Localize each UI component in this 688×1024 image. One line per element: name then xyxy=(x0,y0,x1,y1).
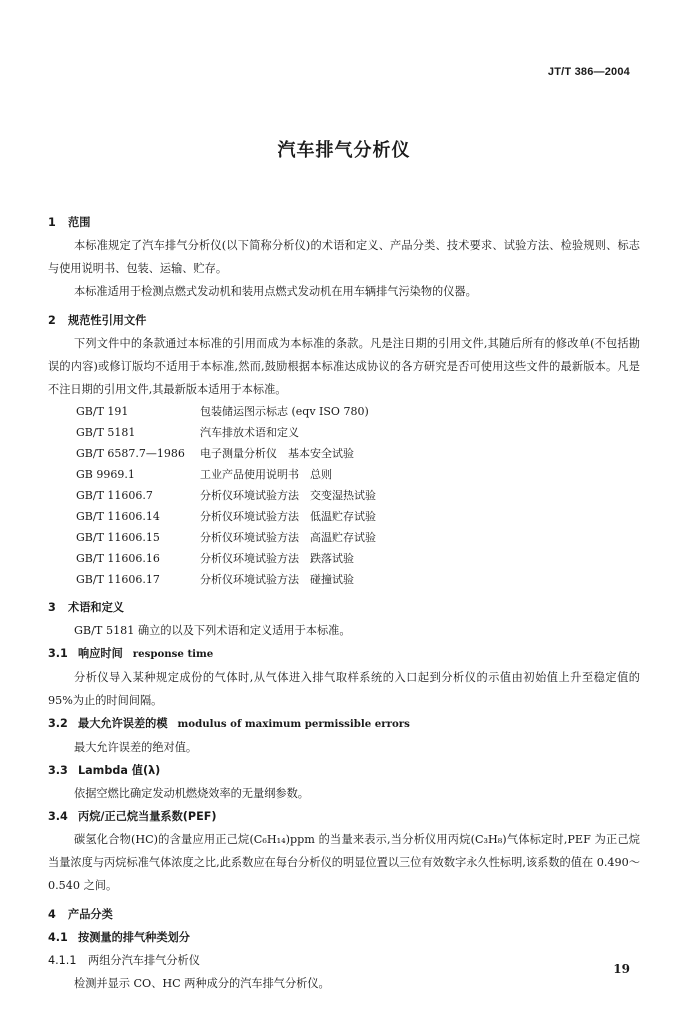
reference-code: GB/T 6587.7—1986 xyxy=(76,447,185,460)
section-3-2-heading: 3.2 最大允许误差的模 modulus of maximum permissible errors xyxy=(48,717,410,730)
reference-title: 分析仪环境试验方法 交变湿热试验 xyxy=(200,489,376,502)
section-3-1-heading: 3.1 响应时间 response time xyxy=(48,647,214,660)
section-3-3-heading: 3.3 Lambda 值(λ) xyxy=(48,764,161,777)
section-4-1-1-text: 检测并显示 CO、HC 两种成分的汽车排气分析仪。 xyxy=(74,977,330,990)
section-1-para-1: 本标准规定了汽车排气分析仪(以下简称分析仪)的术语和定义、产品分类、技术要求、试验方法、检验规则、标志与使用说明书、包装、运输、贮存。 xyxy=(48,239,640,275)
normative-references-table xyxy=(76,401,376,590)
page-number: 19 xyxy=(613,962,630,976)
reference-title: 包装储运图示标志 (eqv ISO 780) xyxy=(200,405,369,418)
section-4-1-heading: 4.1 按测量的排气种类划分 xyxy=(48,931,190,944)
reference-title: 电子测量分析仪 基本安全试验 xyxy=(200,447,354,460)
reference-row xyxy=(76,464,376,485)
section-1-para-2: 本标准适用于检测点燃式发动机和装用点燃式发动机在用车辆排气污染物的仪器。 xyxy=(74,285,477,298)
reference-row xyxy=(76,548,376,569)
document-body xyxy=(48,205,640,995)
section-3-3-text: 依据空燃比确定发动机燃烧效率的无量纲参数。 xyxy=(74,787,309,800)
reference-title: 汽车排放术语和定义 xyxy=(200,426,299,439)
reference-row xyxy=(76,506,376,527)
reference-row xyxy=(76,485,376,506)
reference-title: 分析仪环境试验方法 碰撞试验 xyxy=(200,573,354,586)
reference-row xyxy=(76,569,376,590)
section-3-1-text: 分析仪导入某种规定成份的气体时,从气体进入排气取样系统的入口起到分析仪的示值由初始值上升至稳定值的 95%为止的时间间隔。 xyxy=(48,671,640,707)
reference-code: GB/T 11606.14 xyxy=(76,510,160,523)
section-4-heading: 4 产品分类 xyxy=(48,908,113,921)
section-2-para-1: 下列文件中的条款通过本标准的引用而成为本标准的条款。凡是注日期的引用文件,其随后所有的修改单(不包括勘误的内容)或修订版均不适用于本标准,然而,鼓励根据本标准达成协议的各方研究是否可使用这些文件的最新版本。凡是不注日期的引用文件,其最新版本适用于本标准。 xyxy=(48,337,640,396)
reference-row xyxy=(76,443,376,464)
reference-title: 工业产品使用说明书 总则 xyxy=(200,468,332,481)
section-2-heading: 2 规范性引用文件 xyxy=(48,314,147,327)
reference-title: 分析仪环境试验方法 高温贮存试验 xyxy=(200,531,376,544)
reference-title: 分析仪环境试验方法 低温贮存试验 xyxy=(200,510,376,523)
reference-code: GB/T 5181 xyxy=(76,426,136,439)
standard-code: JT/T 386—2004 xyxy=(547,66,630,78)
section-3-2-text: 最大允许误差的绝对值。 xyxy=(74,741,198,754)
reference-code: GB/T 191 xyxy=(76,405,129,418)
reference-code: GB 9969.1 xyxy=(76,468,135,481)
reference-row xyxy=(76,422,376,443)
reference-row xyxy=(76,527,376,548)
reference-title: 分析仪环境试验方法 跌落试验 xyxy=(200,552,354,565)
reference-code: GB/T 11606.7 xyxy=(76,489,153,502)
document-title: 汽车排气分析仪 xyxy=(277,140,411,161)
section-3-4-text: 碳氢化合物(HC)的含量应用正己烷(C₆H₁₄)ppm 的当量来表示,当分析仪用丙烷(C₃H₈)气体标定时,PEF 为正己烷当量浓度与丙烷标准气体浓度之比,此系数应在每台分析仪的明显位置以三位有效数字永久性标明,该系数的值在 0.490～0.540 之间。 xyxy=(48,833,640,892)
reference-code: GB/T 11606.17 xyxy=(76,573,160,586)
section-3-4-heading: 3.4 丙烷/正己烷当量系数(PEF) xyxy=(48,810,217,823)
section-3-heading: 3 术语和定义 xyxy=(48,601,124,614)
section-1-heading: 1 范围 xyxy=(48,216,91,229)
section-3-intro: GB/T 5181 确立的以及下列术语和定义适用于本标准。 xyxy=(74,624,351,637)
section-4-1-1-heading: 4.1.1 两组分汽车排气分析仪 xyxy=(48,954,200,967)
reference-code: GB/T 11606.15 xyxy=(76,531,160,544)
reference-code: GB/T 11606.16 xyxy=(76,552,160,565)
reference-row xyxy=(76,401,376,422)
